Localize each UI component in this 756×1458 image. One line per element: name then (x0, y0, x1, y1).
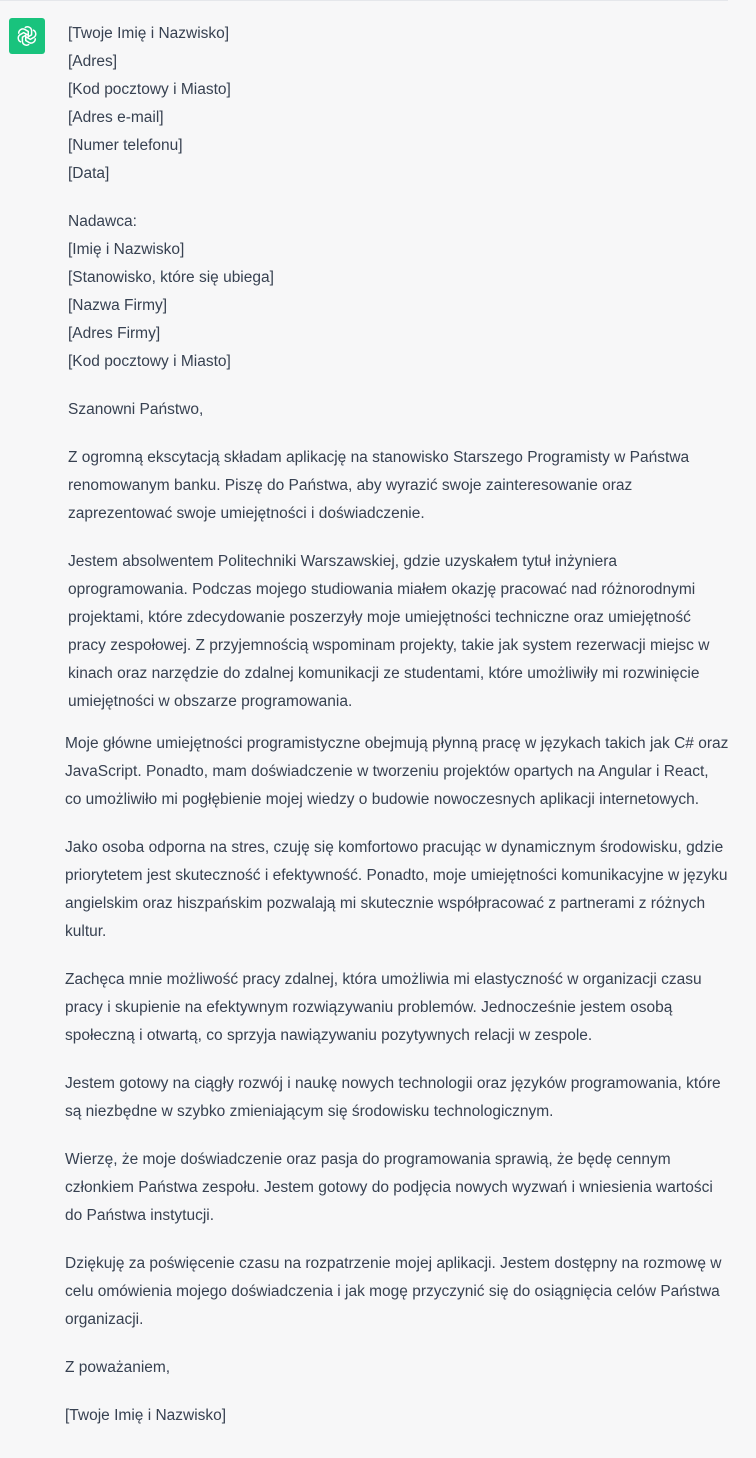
recipient-position: [Stanowisko, które się ubiega] (68, 269, 274, 286)
sender-address-block (68, 20, 728, 188)
recipient-company-address: [Adres Firmy] (68, 325, 161, 342)
sender-email: [Adres e-mail] (68, 109, 164, 126)
sender-postal-city: [Kod pocztowy i Miasto] (68, 81, 231, 98)
assistant-message (68, 20, 728, 736)
sender-name: [Twoje Imię i Nazwisko] (68, 25, 230, 42)
sender-address: [Adres] (68, 53, 118, 70)
letter-paragraph-6: Jestem gotowy na ciągły rozwój i naukę nowych technologii oraz języków programowania, które są niezbędne w szybko zmieniającym się środowisku technologicznym. (65, 1075, 721, 1120)
letter-paragraph-3: Moje główne umiejętności programistyczne obejmują płynną pracę w językach takich jak C# oraz JavaScript. Ponadto, mam doświadczenie w tworzeniu projektów opartych na Angular i React, co umożliwiło mi pogłębienie mojej wiedzy o budowie nowoczesnych aplikacji internetowych. (65, 735, 729, 808)
sender-date: [Data] (68, 165, 110, 182)
recipient-postal-city: [Kod pocztowy i Miasto] (68, 353, 231, 370)
recipient-address-block (68, 208, 728, 376)
assistant-avatar (9, 18, 45, 54)
letter-paragraph-7: Wierzę, że moje doświadczenie oraz pasja do programowania sprawią, że będę cennym członkiem Państwa zespołu. Jestem gotowy do podjęcia nowych wyzwań i wniesienia wartości do Państwa instytucji. (65, 1151, 713, 1224)
recipient-name: [Imię i Nazwisko] (68, 241, 185, 258)
letter-closing: Z poważaniem, (65, 1359, 171, 1376)
recipient-company: [Nazwa Firmy] (68, 297, 168, 314)
letter-paragraph-5: Zachęca mnie możliwość pracy zdalnej, która umożliwia mi elastyczność w organizacji czasu pracy i skupienie na efektywnym rozwiązywaniu problemów. Jednocześnie jestem osobą społeczną i otwartą, co sprzyja nawiązywaniu pozytywnych relacji w zespole. (65, 971, 702, 1044)
letter-signature: [Twoje Imię i Nazwisko] (65, 1407, 227, 1424)
openai-logo-icon (15, 24, 39, 48)
recipient-heading: Nadawca: (68, 213, 137, 230)
letter-paragraph-4: Jako osoba odporna na stres, czuję się komfortowo pracując w dynamicznym środowisku, gdzie priorytetem jest skuteczność i efektywność. Ponadto, moje umiejętności komunikacyjne w języku angielskim oraz hiszpańskim pozwalają mi skutecznie współpracować z partnerami z różnych kultur. (65, 839, 728, 940)
message-top-divider (0, 0, 728, 1)
letter-paragraph-1: Z ogromną ekscytacją składam aplikację na stanowisko Starszego Programisty w Państwa renomowanym banku. Piszę do Państwa, aby wyrazić swoje zainteresowanie oraz zaprezentować swoje umiejętności i doświadczenie. (68, 449, 690, 522)
assistant-message-continued (65, 730, 729, 1450)
letter-paragraph-2: Jestem absolwentem Politechniki Warszawskiej, gdzie uzyskałem tytuł inżyniera oprogramowania. Podczas mojego studiowania miałem okazję pracować nad różnorodnymi projektami, które zdecydowanie poszerzyły moje umiejętności techniczne oraz umiejętność pracy zespołowej. Z przyjemnością wspominam projekty, takie jak system rezerwacji miejsc w kinach oraz narzędzie do zdalnej komunikacji ze studentami, które umożliwiły mi rozwinięcie umiejętności w obszarze programowania. (68, 553, 710, 710)
letter-paragraph-8: Dziękuję za poświęcenie czasu na rozpatrzenie mojej aplikacji. Jestem dostępny na rozmowę w celu omówienia mojego doświadczenia i jak mogę przyczynić się do osiągnięcia celów Państwa organizacji. (65, 1255, 722, 1328)
sender-phone: [Numer telefonu] (68, 137, 183, 154)
letter-greeting: Szanowni Państwo, (68, 401, 204, 418)
